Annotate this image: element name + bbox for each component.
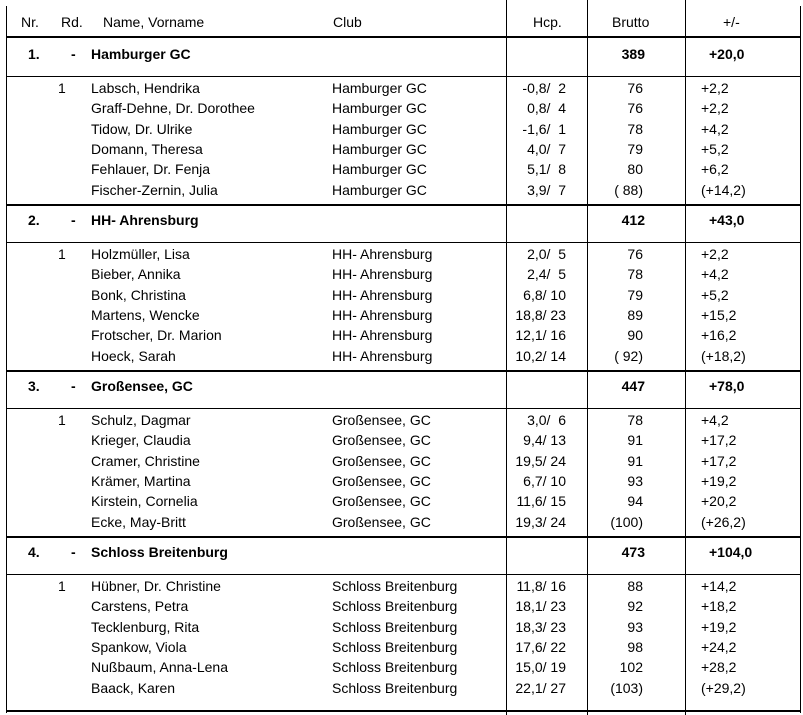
player-diff: +20,2 xyxy=(701,493,737,510)
player-diff: +5,2 xyxy=(701,140,729,157)
team-round-dash: - xyxy=(71,378,76,394)
team-row xyxy=(0,377,803,395)
team-rank: 3. xyxy=(28,378,40,394)
team-round-dash: - xyxy=(71,544,76,560)
player-name: Ecke, May-Britt xyxy=(91,513,186,530)
player-brutto: 93 xyxy=(627,618,643,635)
team-diff-total: +78,0 xyxy=(709,378,745,394)
player-diff: +2,2 xyxy=(701,100,729,117)
team-brutto-total: 389 xyxy=(621,46,645,62)
player-row xyxy=(0,576,803,596)
player-row xyxy=(0,657,803,677)
team-row xyxy=(0,45,803,63)
player-diff: (+14,2) xyxy=(701,181,746,198)
row-divider xyxy=(6,710,801,712)
player-name: Labsch, Hendrika xyxy=(91,80,200,96)
player-row xyxy=(0,285,803,305)
player-diff: +2,2 xyxy=(701,80,729,96)
player-hcp: -0,8/ 2 xyxy=(522,80,566,96)
player-diff: +24,2 xyxy=(701,638,737,655)
player-row xyxy=(0,305,803,325)
player-hcp: 11,8/ 16 xyxy=(516,578,566,594)
player-club: HH- Ahrensburg xyxy=(332,246,433,262)
player-diff: +2,2 xyxy=(701,246,729,262)
player-diff: +19,2 xyxy=(701,618,737,635)
player-row xyxy=(0,512,803,532)
player-diff: (+26,2) xyxy=(701,513,746,530)
player-brutto: 78 xyxy=(627,120,643,137)
player-round: 1 xyxy=(58,412,66,428)
player-row xyxy=(0,410,803,430)
player-club: Schloss Breitenburg xyxy=(332,638,458,655)
team-round-dash: - xyxy=(71,212,76,228)
player-brutto: 76 xyxy=(627,80,643,96)
team-brutto-total: 473 xyxy=(621,544,645,560)
player-row xyxy=(0,637,803,657)
player-name: Hübner, Dr. Christine xyxy=(91,578,221,594)
player-name: Fischer-Zernin, Julia xyxy=(91,181,218,198)
player-name: Frotscher, Dr. Marion xyxy=(91,327,222,344)
player-club: Hamburger GC xyxy=(332,181,427,198)
player-diff: (+29,2) xyxy=(701,679,746,696)
player-club: Großensee, GC xyxy=(332,452,431,469)
player-brutto: 76 xyxy=(627,246,643,262)
player-name: Tecklenburg, Rita xyxy=(91,618,200,635)
player-hcp: 3,9/ 7 xyxy=(527,181,566,198)
player-name: Tidow, Dr. Ulrike xyxy=(91,120,193,137)
player-name: Spankow, Viola xyxy=(91,638,187,655)
team-rank: 4. xyxy=(28,544,40,560)
player-diff: +14,2 xyxy=(701,578,737,594)
player-row xyxy=(0,471,803,491)
player-brutto: 79 xyxy=(627,140,643,157)
row-divider xyxy=(6,408,801,409)
team-name: Schloss Breitenburg xyxy=(91,544,228,560)
player-hcp: 2,0/ 5 xyxy=(527,246,566,262)
player-brutto: 91 xyxy=(627,452,643,469)
player-brutto: ( 92) xyxy=(614,347,643,364)
player-club: Schloss Breitenburg xyxy=(332,578,458,594)
player-brutto: (100) xyxy=(610,513,643,530)
player-club: HH- Ahrensburg xyxy=(332,347,433,364)
player-diff: +4,2 xyxy=(701,266,729,283)
player-diff: +16,2 xyxy=(701,327,737,344)
player-brutto: 88 xyxy=(627,578,643,594)
player-brutto: ( 88) xyxy=(614,181,643,198)
player-name: Fehlauer, Dr. Fenja xyxy=(91,161,211,178)
player-hcp: 17,6/ 22 xyxy=(515,638,566,655)
player-name: Domann, Theresa xyxy=(91,140,203,157)
player-brutto: (103) xyxy=(610,679,643,696)
player-row xyxy=(0,596,803,616)
team-diff-total: +20,0 xyxy=(709,46,745,62)
team-name: HH- Ahrensburg xyxy=(91,212,199,228)
player-row xyxy=(0,119,803,139)
player-club: Großensee, GC xyxy=(332,432,431,449)
player-club: HH- Ahrensburg xyxy=(332,306,433,323)
player-brutto: 90 xyxy=(627,327,643,344)
player-row xyxy=(0,617,803,637)
player-hcp: 12,1/ 16 xyxy=(515,327,566,344)
player-club: HH- Ahrensburg xyxy=(332,286,433,303)
team-name: Hamburger GC xyxy=(91,46,191,62)
player-row xyxy=(0,180,803,200)
player-brutto: 102 xyxy=(619,659,643,676)
player-brutto: 78 xyxy=(627,412,643,428)
team-rank: 1. xyxy=(28,46,40,62)
player-row xyxy=(0,139,803,159)
player-hcp: 19,5/ 24 xyxy=(515,452,566,469)
player-name: Krieger, Claudia xyxy=(91,432,191,449)
header-nr: Nr. xyxy=(21,14,39,30)
row-divider xyxy=(6,574,801,575)
player-club: HH- Ahrensburg xyxy=(332,266,433,283)
player-name: Bonk, Christina xyxy=(91,286,186,303)
player-row xyxy=(0,244,803,264)
player-name: Carstens, Petra xyxy=(91,598,189,615)
player-name: Holzmüller, Lisa xyxy=(91,246,190,262)
player-hcp: 18,1/ 23 xyxy=(515,598,566,615)
player-name: Krämer, Martina xyxy=(91,472,191,489)
player-brutto: 93 xyxy=(627,472,643,489)
player-club: Hamburger GC xyxy=(332,161,427,178)
player-club: HH- Ahrensburg xyxy=(332,327,433,344)
player-diff: +15,2 xyxy=(701,306,737,323)
player-row xyxy=(0,678,803,698)
player-hcp: 3,0/ 6 xyxy=(527,412,566,428)
player-row xyxy=(0,264,803,284)
player-name: Baack, Karen xyxy=(91,679,176,696)
player-row xyxy=(0,451,803,471)
player-name: Cramer, Christine xyxy=(91,452,200,469)
player-club: Hamburger GC xyxy=(332,100,427,117)
player-round: 1 xyxy=(58,578,66,594)
header-club: Club xyxy=(333,14,362,30)
player-brutto: 91 xyxy=(627,432,643,449)
player-club: Hamburger GC xyxy=(332,80,427,96)
player-hcp: 0,8/ 4 xyxy=(527,100,566,117)
player-brutto: 80 xyxy=(627,161,643,178)
team-brutto-total: 447 xyxy=(621,378,645,394)
team-diff-total: +104,0 xyxy=(709,544,753,560)
player-hcp: 6,8/ 10 xyxy=(523,286,566,303)
player-name: Martens, Wencke xyxy=(91,306,200,323)
player-hcp: 4,0/ 7 xyxy=(527,140,566,157)
team-diff-total: +43,0 xyxy=(709,212,745,228)
player-brutto: 79 xyxy=(627,286,643,303)
player-row xyxy=(0,98,803,118)
player-hcp: 18,8/ 23 xyxy=(515,306,566,323)
team-round-dash: - xyxy=(71,46,76,62)
player-brutto: 94 xyxy=(627,493,643,510)
player-diff: +5,2 xyxy=(701,286,729,303)
player-hcp: 11,6/ 15 xyxy=(516,493,566,510)
player-brutto: 89 xyxy=(627,306,643,323)
player-diff: +4,2 xyxy=(701,412,729,428)
player-name: Kirstein, Cornelia xyxy=(91,493,198,510)
player-hcp: 2,4/ 5 xyxy=(527,266,566,283)
header-hcp: Hcp. xyxy=(533,14,562,30)
row-divider xyxy=(6,242,801,243)
player-hcp: 6,7/ 10 xyxy=(523,472,566,489)
row-divider xyxy=(6,370,801,372)
player-club: Hamburger GC xyxy=(332,120,427,137)
player-diff: +17,2 xyxy=(701,432,737,449)
player-hcp: 15,0/ 19 xyxy=(515,659,566,676)
player-diff: +18,2 xyxy=(701,598,737,615)
player-hcp: 5,1/ 8 xyxy=(527,161,566,178)
row-divider xyxy=(6,536,801,538)
team-name: Großensee, GC xyxy=(91,378,193,394)
header-rd: Rd. xyxy=(61,14,83,30)
player-hcp: 9,4/ 13 xyxy=(523,432,566,449)
player-row xyxy=(0,78,803,98)
player-name: Schulz, Dagmar xyxy=(91,412,191,428)
player-hcp: 10,2/ 14 xyxy=(515,347,566,364)
player-row xyxy=(0,325,803,345)
player-brutto: 76 xyxy=(627,100,643,117)
player-hcp: -1,6/ 1 xyxy=(522,120,566,137)
header-diff: +/- xyxy=(723,14,740,30)
team-row xyxy=(0,211,803,229)
player-row xyxy=(0,491,803,511)
player-hcp: 22,1/ 27 xyxy=(515,679,566,696)
player-club: Großensee, GC xyxy=(332,493,431,510)
player-diff: (+18,2) xyxy=(701,347,746,364)
player-round: 1 xyxy=(58,80,66,96)
player-name: Nußbaum, Anna-Lena xyxy=(91,659,228,676)
player-row xyxy=(0,430,803,450)
player-round: 1 xyxy=(58,246,66,262)
team-rank: 2. xyxy=(28,212,40,228)
player-diff: +17,2 xyxy=(701,452,737,469)
player-row xyxy=(0,346,803,366)
player-club: Großensee, GC xyxy=(332,513,431,530)
player-hcp: 18,3/ 23 xyxy=(515,618,566,635)
header-brutto: Brutto xyxy=(612,14,650,30)
row-divider xyxy=(6,76,801,77)
player-club: Hamburger GC xyxy=(332,140,427,157)
player-brutto: 78 xyxy=(627,266,643,283)
player-club: Großensee, GC xyxy=(332,472,431,489)
player-name: Hoeck, Sarah xyxy=(91,347,176,364)
row-divider xyxy=(6,36,801,38)
player-club: Schloss Breitenburg xyxy=(332,659,458,676)
team-brutto-total: 412 xyxy=(621,212,645,228)
player-diff: +6,2 xyxy=(701,161,729,178)
player-club: Schloss Breitenburg xyxy=(332,679,458,696)
player-brutto: 98 xyxy=(627,638,643,655)
team-row xyxy=(0,543,803,561)
header-name: Name, Vorname xyxy=(103,14,205,30)
player-diff: +4,2 xyxy=(701,120,729,137)
player-row xyxy=(0,159,803,179)
player-club: Großensee, GC xyxy=(332,412,431,428)
player-name: Bieber, Annika xyxy=(91,266,181,283)
row-divider xyxy=(6,204,801,206)
player-club: Schloss Breitenburg xyxy=(332,598,458,615)
player-name: Graff-Dehne, Dr. Dorothee xyxy=(91,100,255,117)
player-diff: +28,2 xyxy=(701,659,737,676)
player-brutto: 92 xyxy=(627,598,643,615)
player-club: Schloss Breitenburg xyxy=(332,618,458,635)
player-diff: +19,2 xyxy=(701,472,737,489)
player-hcp: 19,3/ 24 xyxy=(515,513,566,530)
